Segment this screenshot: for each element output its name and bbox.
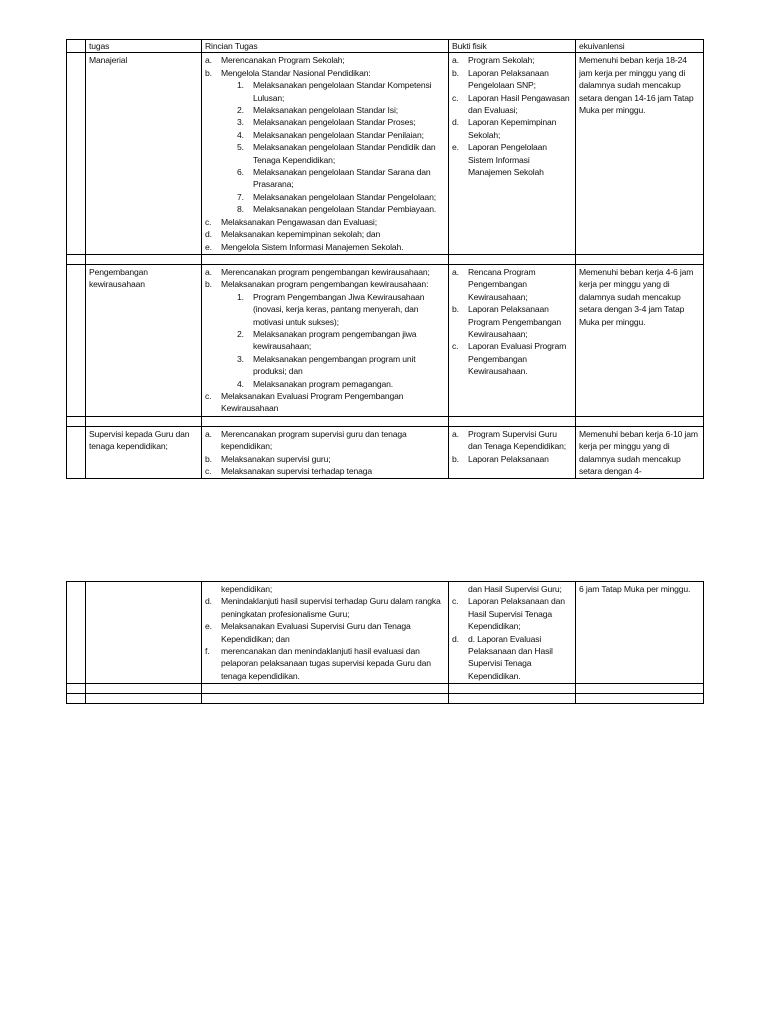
- no-cell: [67, 264, 86, 416]
- list-marker: c.: [452, 92, 459, 103]
- list-marker: a.: [452, 266, 459, 277]
- rincian-continued-text: kependidikan;: [221, 584, 273, 594]
- list-item: [205, 266, 445, 278]
- list-text: Laporan Pelaksanaan Program Pengembangan Kewirausahaan;: [468, 304, 562, 339]
- list-marker: 3.: [237, 353, 244, 364]
- sub-list-item: [237, 353, 445, 378]
- list-item: [452, 633, 572, 683]
- list-text: Mengelola Standar Nasional Pendidikan:: [221, 67, 371, 78]
- ekuivalensi-cell: Memenuhi beban kerja 18-24 jam kerja per minggu yang di dalamnya sudah mencakup setara dengan 14-16 jam Tatap Muka per minggu.: [576, 53, 704, 255]
- list-text: Melaksanakan pengelolaan Standar Pembiayaan.: [253, 204, 437, 215]
- list-marker: a.: [452, 428, 459, 439]
- tugas-cell: Supervisi kepada Guru dan tenaga kependidikan;: [86, 426, 202, 479]
- tugas-cell: Manajerial: [86, 53, 202, 255]
- bukti-list: [452, 595, 572, 682]
- list-marker: b.: [452, 453, 459, 464]
- sub-list-item: [237, 328, 445, 353]
- list-marker: 4.: [237, 378, 244, 389]
- list-text: d. Laporan Evaluasi Pelaksanaan dan Hasil Supervisi Tenaga Kependidikan.: [468, 633, 553, 681]
- sub-list-item: [237, 116, 445, 128]
- list-text: Melaksanakan supervisi guru;: [221, 453, 331, 464]
- list-marker: 1.: [237, 80, 244, 91]
- list-item: [452, 116, 572, 141]
- rincian-list: [205, 595, 445, 682]
- list-item: [452, 340, 572, 377]
- sub-list-item: [237, 104, 445, 116]
- sub-list-item: [237, 79, 445, 104]
- list-marker: a.: [452, 55, 459, 66]
- spacer-row: [67, 694, 704, 704]
- list-marker: a.: [205, 266, 212, 277]
- rincian-cell: [202, 582, 449, 684]
- list-text: Program Pengembangan Jiwa Kewirausahaan (inovasi, kerja keras, pantang menyerah, dan motivasi untuk sukses);: [253, 291, 425, 327]
- list-text: merencanakan dan menindaklanjuti hasil evaluasi dan pelaporan pelaksanaan tugas supervisi kepada Guru dan tenaga kependidikan.: [221, 646, 431, 681]
- list-marker: 5.: [237, 142, 244, 153]
- sub-list-item: [237, 129, 445, 141]
- spacer-row: [67, 254, 704, 264]
- list-marker: c.: [205, 390, 212, 401]
- table-row: [67, 53, 704, 255]
- list-text: Laporan Pelaksanaan dan Hasil Supervisi Tenaga Kependidikan;: [468, 596, 565, 632]
- list-item: [205, 278, 445, 390]
- list-text: Melaksanakan program pengembangan kewirausahaan:: [221, 279, 429, 290]
- list-marker: b.: [452, 67, 459, 78]
- bukti-cell: [449, 264, 576, 416]
- list-marker: 2.: [237, 105, 244, 116]
- list-text: Melaksanakan pengembangan program unit produksi; dan: [253, 353, 416, 377]
- list-marker: d.: [452, 117, 459, 128]
- list-marker: a.: [205, 428, 212, 439]
- list-marker: c.: [205, 466, 212, 476]
- list-item: [205, 620, 445, 645]
- ekuivalensi-cell: Memenuhi beban kerja 6-10 jam kerja per minggu yang di dalamnya sudah mencakup setara dengan 4-: [576, 426, 704, 479]
- list-marker: e.: [205, 241, 212, 252]
- list-marker: b.: [205, 279, 212, 290]
- list-text: Melaksanakan kepemimpinan sekolah; dan: [221, 229, 381, 240]
- list-marker: b.: [205, 453, 212, 464]
- list-item: [452, 92, 572, 117]
- list-item: [452, 67, 572, 92]
- task-table-page-1: [66, 39, 704, 479]
- bukti-list: [452, 266, 572, 378]
- list-text: Merencanakan Program Sekolah;: [221, 55, 345, 66]
- list-item: [205, 228, 445, 240]
- list-text: Melaksanakan pengelolaan Standar Penilaian;: [253, 129, 424, 140]
- rincian-list: [205, 428, 445, 478]
- list-marker: 1.: [237, 291, 244, 302]
- no-cell: [67, 426, 86, 479]
- header-cell-bukti: Bukti fisik: [449, 40, 576, 53]
- list-text: Melaksanakan program pemagangan.: [253, 378, 393, 389]
- tugas-cell: [86, 582, 202, 684]
- list-marker: b.: [205, 67, 212, 78]
- rincian-list: [205, 54, 445, 253]
- rincian-cell: [202, 264, 449, 416]
- bukti-continued-text: dan Hasil Supervisi Guru;: [468, 584, 562, 594]
- list-text: Melaksanakan Pengawasan dan Evaluasi;: [221, 216, 377, 227]
- ekuivalensi-cell: Memenuhi beban kerja 4-6 jam kerja per minggu yang di dalamnya sudah mencakup setara dengan 3-4 jam Tatap Muka per minggu.: [576, 264, 704, 416]
- sub-list-item: [237, 191, 445, 203]
- list-marker: c.: [452, 341, 459, 352]
- header-cell-tugas: tugas: [86, 40, 202, 53]
- header-cell-no: [67, 40, 86, 53]
- rincian-cell: [202, 53, 449, 255]
- table-row: [67, 264, 704, 416]
- list-marker: e.: [452, 142, 459, 153]
- bukti-list: [452, 54, 572, 178]
- bukti-cell: [449, 426, 576, 479]
- list-text: Melaksanakan pengelolaan Standar Pengelolaan;: [253, 191, 436, 202]
- list-item: [205, 645, 445, 682]
- list-marker: d.: [205, 229, 212, 240]
- sub-list-item: [237, 166, 445, 191]
- list-item: [205, 595, 445, 620]
- table-row-continuation: [67, 582, 704, 684]
- list-item: [205, 216, 445, 228]
- spacer-row: [67, 416, 704, 426]
- sub-list-item: [237, 378, 445, 390]
- list-marker: d.: [205, 596, 212, 607]
- list-text: Melaksanakan pengelolaan Standar Pendidik dan Tenaga Kependidikan;: [253, 142, 436, 165]
- list-marker: b.: [452, 304, 459, 315]
- list-item: [205, 390, 445, 415]
- list-text: Laporan Evaluasi Program Pengembangan Kewirausahaan.: [468, 341, 567, 377]
- list-marker: 8.: [237, 204, 244, 215]
- list-marker: e.: [205, 621, 212, 632]
- list-text: Laporan Pelaksanaan Pengelolaan SNP;: [468, 67, 549, 91]
- list-text: Rencana Program Pengembangan Kewirausahaan;: [468, 266, 536, 302]
- sub-list: [221, 291, 445, 390]
- no-cell: [67, 53, 86, 255]
- bukti-cell: [449, 53, 576, 255]
- sub-list-item: [237, 141, 445, 166]
- list-marker: c.: [205, 216, 212, 227]
- list-text: Laporan Kepemimpinan Sekolah;: [468, 117, 557, 140]
- list-item: [205, 54, 445, 66]
- sub-list-item: [237, 291, 445, 328]
- ekuivalensi-cell: 6 jam Tatap Muka per minggu.: [576, 582, 704, 684]
- bukti-cell: [449, 582, 576, 684]
- list-item: [205, 453, 445, 465]
- list-text: Melaksanakan pengelolaan Standar Proses;: [253, 117, 416, 128]
- list-marker: f.: [205, 646, 210, 657]
- list-item: [205, 241, 445, 253]
- list-text: Melaksanakan program pengembangan jiwa kewirausahaan;: [253, 328, 417, 352]
- list-marker: a.: [205, 55, 212, 66]
- list-item: [452, 595, 572, 632]
- list-text: Program Sekolah;: [468, 55, 535, 66]
- list-marker: d.: [452, 633, 459, 644]
- list-item: [452, 303, 572, 340]
- list-text: Menindaklanjuti hasil supervisi terhadap Guru dalam rangka peningkatan profesionalisme Guru;: [221, 596, 441, 619]
- list-marker: c.: [452, 596, 459, 607]
- tugas-cell: Pengembangan kewirausahaan: [86, 264, 202, 416]
- table-row: [67, 426, 704, 479]
- list-text: Melaksanakan supervisi terhadap tenaga: [221, 466, 372, 476]
- list-text: Laporan Hasil Pengawasan dan Evaluasi;: [468, 92, 570, 116]
- list-item: [205, 67, 445, 216]
- list-marker: 3.: [237, 117, 244, 128]
- list-marker: 7.: [237, 191, 244, 202]
- list-text: Program Supervisi Guru dan Tenaga Kependidikan;: [468, 428, 567, 452]
- header-cell-ekuivalensi: ekuivanlensi: [576, 40, 704, 53]
- list-item: [205, 465, 445, 477]
- list-text: Melaksanakan pengelolaan Standar Kompetensi Lulusan;: [253, 80, 432, 103]
- list-text: Merencanakan program supervisi guru dan tenaga kependidikan;: [221, 428, 407, 452]
- list-marker: 6.: [237, 167, 244, 178]
- header-cell-rincian: Rincian Tugas: [202, 40, 449, 53]
- list-item: [452, 266, 572, 303]
- list-text: Melaksanakan Evaluasi Supervisi Guru dan Tenaga Kependidikan; dan: [221, 621, 411, 644]
- list-marker: 2.: [237, 328, 244, 339]
- header-row: [67, 40, 704, 53]
- list-item: [452, 428, 572, 453]
- list-text: Melaksanakan pengelolaan Standar Sarana dan Prasarana;: [253, 167, 431, 190]
- list-item: [452, 54, 572, 66]
- sub-list-item: [237, 203, 445, 215]
- list-item: [452, 141, 572, 178]
- spacer-row: [67, 684, 704, 694]
- list-text: Merencanakan program pengembangan kewirausahaan;: [221, 266, 430, 277]
- rincian-list: [205, 266, 445, 415]
- list-text: Melaksanakan pengelolaan Standar Isi;: [253, 105, 398, 116]
- list-text: Laporan Pelaksanaan: [468, 453, 549, 464]
- bukti-list: [452, 428, 572, 465]
- sub-list: [221, 79, 445, 215]
- list-item: [452, 453, 572, 465]
- list-text: Laporan Pengelolaan Sistem Informasi Manajemen Sekolah: [468, 142, 547, 178]
- rincian-cell: [202, 426, 449, 479]
- no-cell: [67, 582, 86, 684]
- list-marker: 4.: [237, 129, 244, 140]
- list-text: Melaksanakan Evaluasi Program Pengembangan Kewirausahaan: [221, 390, 404, 414]
- list-item: [205, 428, 445, 453]
- task-table-page-2: [66, 581, 704, 704]
- list-text: Mengelola Sistem Informasi Manajemen Sekolah.: [221, 241, 404, 252]
